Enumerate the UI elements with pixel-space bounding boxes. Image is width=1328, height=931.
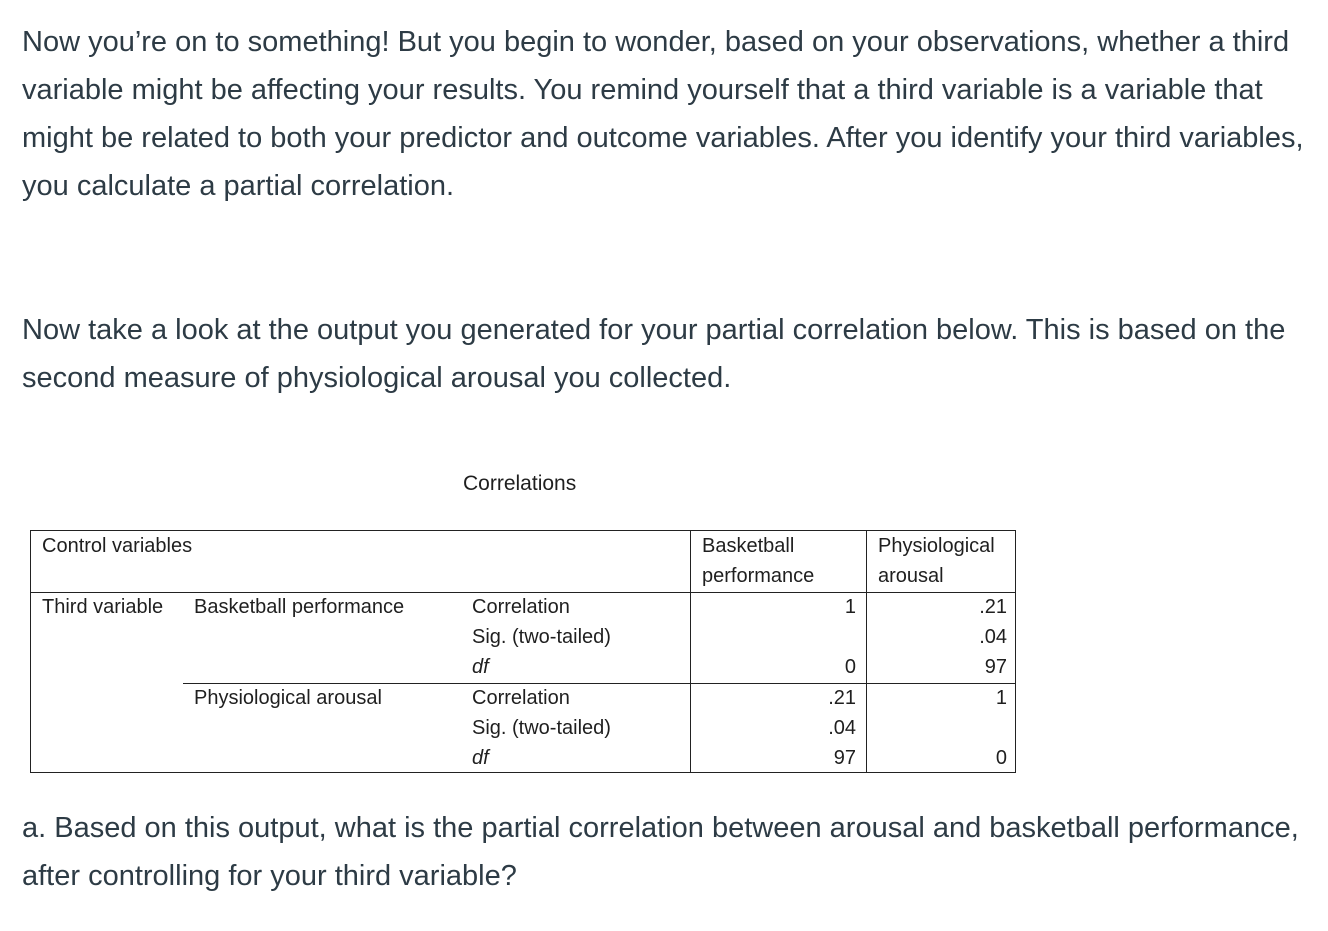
stat-label-df: df	[472, 656, 489, 678]
question-paragraph: a. Based on this output, what is the partial correlation between arousal and basketball performance, after controlling for your third variable?	[22, 812, 1299, 892]
table-caption: Correlations	[463, 472, 577, 495]
row-variable-arousal: Physiological arousal	[194, 687, 382, 709]
stat-label-correlation: Correlation	[472, 687, 570, 709]
stat-label-sig: Sig. (two-tailed)	[472, 717, 611, 739]
col-header-basketball-line1: Basketball	[702, 535, 795, 557]
value-cell: 1	[844, 596, 856, 618]
value-cell: 0	[995, 747, 1007, 769]
col-header-arousal-line2: arousal	[878, 565, 944, 587]
value-cell: 97	[833, 747, 856, 769]
instruction-paragraph: Now take a look at the output you generated for your partial correlation below. This is based on the second measure of physiological arousal you collected.	[22, 314, 1286, 394]
value-cell: .04	[828, 717, 856, 739]
col-header-basketball-line2: performance	[702, 565, 815, 587]
row-variable-basketball: Basketball performance	[194, 596, 405, 618]
stat-label-df: df	[472, 747, 489, 769]
value-cell: .21	[979, 596, 1007, 618]
value-cell: .04	[979, 626, 1007, 648]
col-header-arousal-line1: Physiological	[878, 535, 995, 557]
correlations-table	[30, 530, 1016, 773]
control-group-label: Third variable	[42, 596, 164, 618]
stat-label-sig: Sig. (two-tailed)	[472, 626, 611, 648]
control-variables-header: Control variables	[42, 535, 193, 557]
value-cell: .21	[828, 687, 856, 709]
value-cell: 0	[844, 656, 856, 678]
value-cell: 97	[984, 656, 1007, 678]
value-cell: 1	[995, 687, 1007, 709]
stat-label-correlation: Correlation	[472, 596, 570, 618]
intro-paragraph: Now you’re on to something! But you begin to wonder, based on your observations, whether a third variable might be affecting your results. You remind yourself that a third variable is a variable that might be related to both your predictor and outcome variables. After you identify your third variables, you calculate a partial correlation.	[22, 26, 1304, 202]
